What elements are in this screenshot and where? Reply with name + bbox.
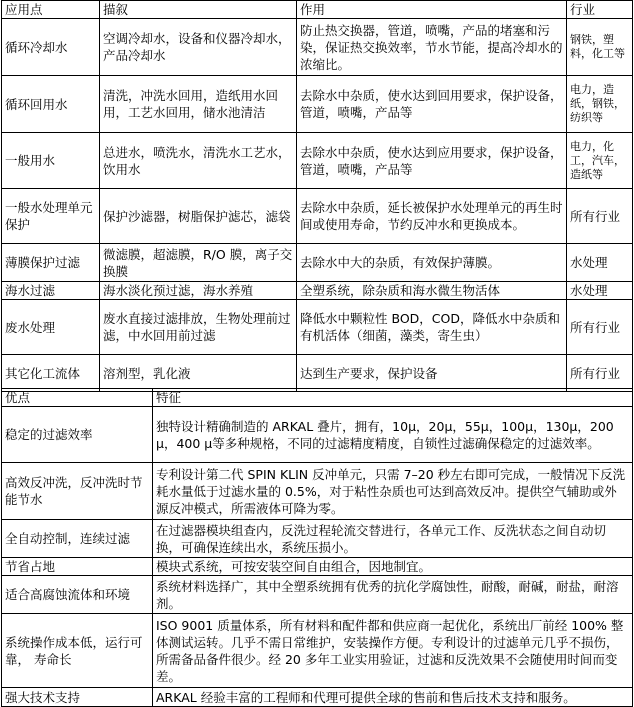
table-cell: 薄膜保护过滤: [2, 244, 100, 282]
table-cell: 清洗，冲洗水回用，造纸用水回用，工艺水回用，储水池清洁: [100, 76, 297, 133]
table-header-row: [2, 1, 633, 19]
table-row: [2, 189, 633, 244]
table-cell: 强大技术支持: [2, 688, 153, 707]
table-row: [2, 520, 633, 558]
table-cell: 钢铁，塑料，化工等: [567, 19, 633, 76]
table-cell: 降低水中颗粒性 BOD，COD，降低水中杂质和有机活体（细菌，藻类，寄生虫）: [297, 300, 567, 355]
table-cell: 去除水中杂质，延长被保护水处理单元的再生时间或使用寿命，节约反冲水和更换成本。: [297, 189, 567, 244]
table-cell: 适合高腐蚀流体和环境: [2, 576, 153, 614]
table-cell: 防止热交换器，管道，喷嘴，产品的堵塞和污染，保证热交换效率，节水节能，提高冷却水的浓缩比。: [297, 19, 567, 76]
table-cell: 水处理: [567, 244, 633, 282]
table-row: [2, 133, 633, 189]
table-cell: 去除水中杂质，使水达到回用要求，保护设备，管道，喷嘴，产品等: [297, 76, 567, 133]
table-cell: 系统材料选择广，其中全塑系统拥有优秀的抗化学腐蚀性，耐酸，耐碱，耐盐，耐溶剂。: [153, 576, 633, 614]
table-row: [2, 282, 633, 300]
table-row: [2, 463, 633, 520]
table-cell: 微滤膜，超滤膜，R/O 膜，离子交换膜: [100, 244, 297, 282]
table-cell: 总进水，喷洗水，清洗水工艺水，饮用水: [100, 133, 297, 189]
table-cell: 所有行业: [567, 355, 633, 392]
header-cell: 描叙: [100, 1, 297, 19]
table-cell: 全自动控制，连续过滤: [2, 520, 153, 558]
table-cell: 全塑系统，除杂质和海水微生物活体: [297, 282, 567, 300]
table-cell: 所有行业: [567, 189, 633, 244]
header-cell: 特征: [153, 389, 633, 407]
table-row: [2, 19, 633, 76]
table-cell: 一般用水: [2, 133, 100, 189]
header-cell: 应用点: [2, 1, 100, 19]
table-cell: 电力，化工，汽车，造纸等: [567, 133, 633, 189]
table-cell: 海水过滤: [2, 282, 100, 300]
table-cell: ISO 9001 质量体系，所有材料和配件都和供应商一起优化，系统出厂前经 100% 整体测试运转。几乎不需日常维护，安装操作方便。专利设计的过滤单元几乎不损伤，所需备品备件很少。经 20 多年工业实用验证，过滤和反洗效果不会随使用时间而变差。: [153, 614, 633, 688]
table-cell: 废水直接过滤排放，生物处理前过滤，中水回用前过滤: [100, 300, 297, 355]
table-row: [2, 76, 633, 133]
table-cell: 循环冷却水: [2, 19, 100, 76]
table-cell: 稳定的过滤效率: [2, 407, 153, 463]
table-cell: 电力，造纸，钢铁，纺织等: [567, 76, 633, 133]
advantages-table: [1, 388, 633, 707]
table-cell: 独特设计精确制造的 ARKAL 叠片，拥有，10μ，20μ，55μ，100μ，130μ，200μ，400 μ等多种规格，不同的过滤精度精度，自锁性过滤确保稳定的过滤效率。: [153, 407, 633, 463]
table-cell: 在过滤器模块组查内，反洗过程轮流交替进行，各单元工作、反洗状态之间自动切换，可确保连续出水，系统压损小。: [153, 520, 633, 558]
application-table: [1, 0, 633, 392]
table-row: [2, 558, 633, 576]
table-cell: 循环回用水: [2, 76, 100, 133]
header-cell: 行业: [567, 1, 633, 19]
table-cell: 去除水中杂质，使水达到应用要求，保护设备，管道，喷嘴，产品等: [297, 133, 567, 189]
table-cell: 所有行业: [567, 300, 633, 355]
table-header-row: [2, 389, 633, 407]
table-row: [2, 688, 633, 707]
table-cell: 溶剂型，乳化液: [100, 355, 297, 392]
table-row: [2, 244, 633, 282]
table-row: [2, 300, 633, 355]
table-cell: 达到生产要求，保护设备: [297, 355, 567, 392]
table-row: [2, 407, 633, 463]
table-cell: 保护沙滤器，树脂保护滤芯，滤袋: [100, 189, 297, 244]
table-cell: 空调冷却水，设备和仪器冷却水，产品冷却水: [100, 19, 297, 76]
table-cell: 模块式系统，可按安装空间自由组合，因地制宜。: [153, 558, 633, 576]
table-cell: 高效反冲洗，反冲洗时节能节水: [2, 463, 153, 520]
table-cell: 专利设计第二代 SPIN KLIN 反冲单元，只需 7–20 秒左右即可完成，一般情况下反洗耗水量低于过滤水量的 0.5%，对于粘性杂质也可达到高效反冲。提供空气辅助或外源反冲模式，所需液体可降为零。: [153, 463, 633, 520]
table-cell: 去除水中大的杂质，有效保护薄膜。: [297, 244, 567, 282]
table-row: [2, 355, 633, 392]
table-cell: 其它化工流体: [2, 355, 100, 392]
table-cell: 废水处理: [2, 300, 100, 355]
table-cell: ARKAL 经验丰富的工程师和代理可提供全球的售前和售后技术支持和服务。: [153, 688, 633, 707]
table-cell: 一般水处理单元保护: [2, 189, 100, 244]
header-cell: 作用: [297, 1, 567, 19]
header-cell: 优点: [2, 389, 153, 407]
table-row: [2, 576, 633, 614]
table-cell: 节省占地: [2, 558, 153, 576]
table-cell: 系统操作成本低，运行可靠， 寿命长: [2, 614, 153, 688]
table-row: [2, 614, 633, 688]
table-cell: 海水淡化预过滤，海水养殖: [100, 282, 297, 300]
table-cell: 水处理: [567, 282, 633, 300]
